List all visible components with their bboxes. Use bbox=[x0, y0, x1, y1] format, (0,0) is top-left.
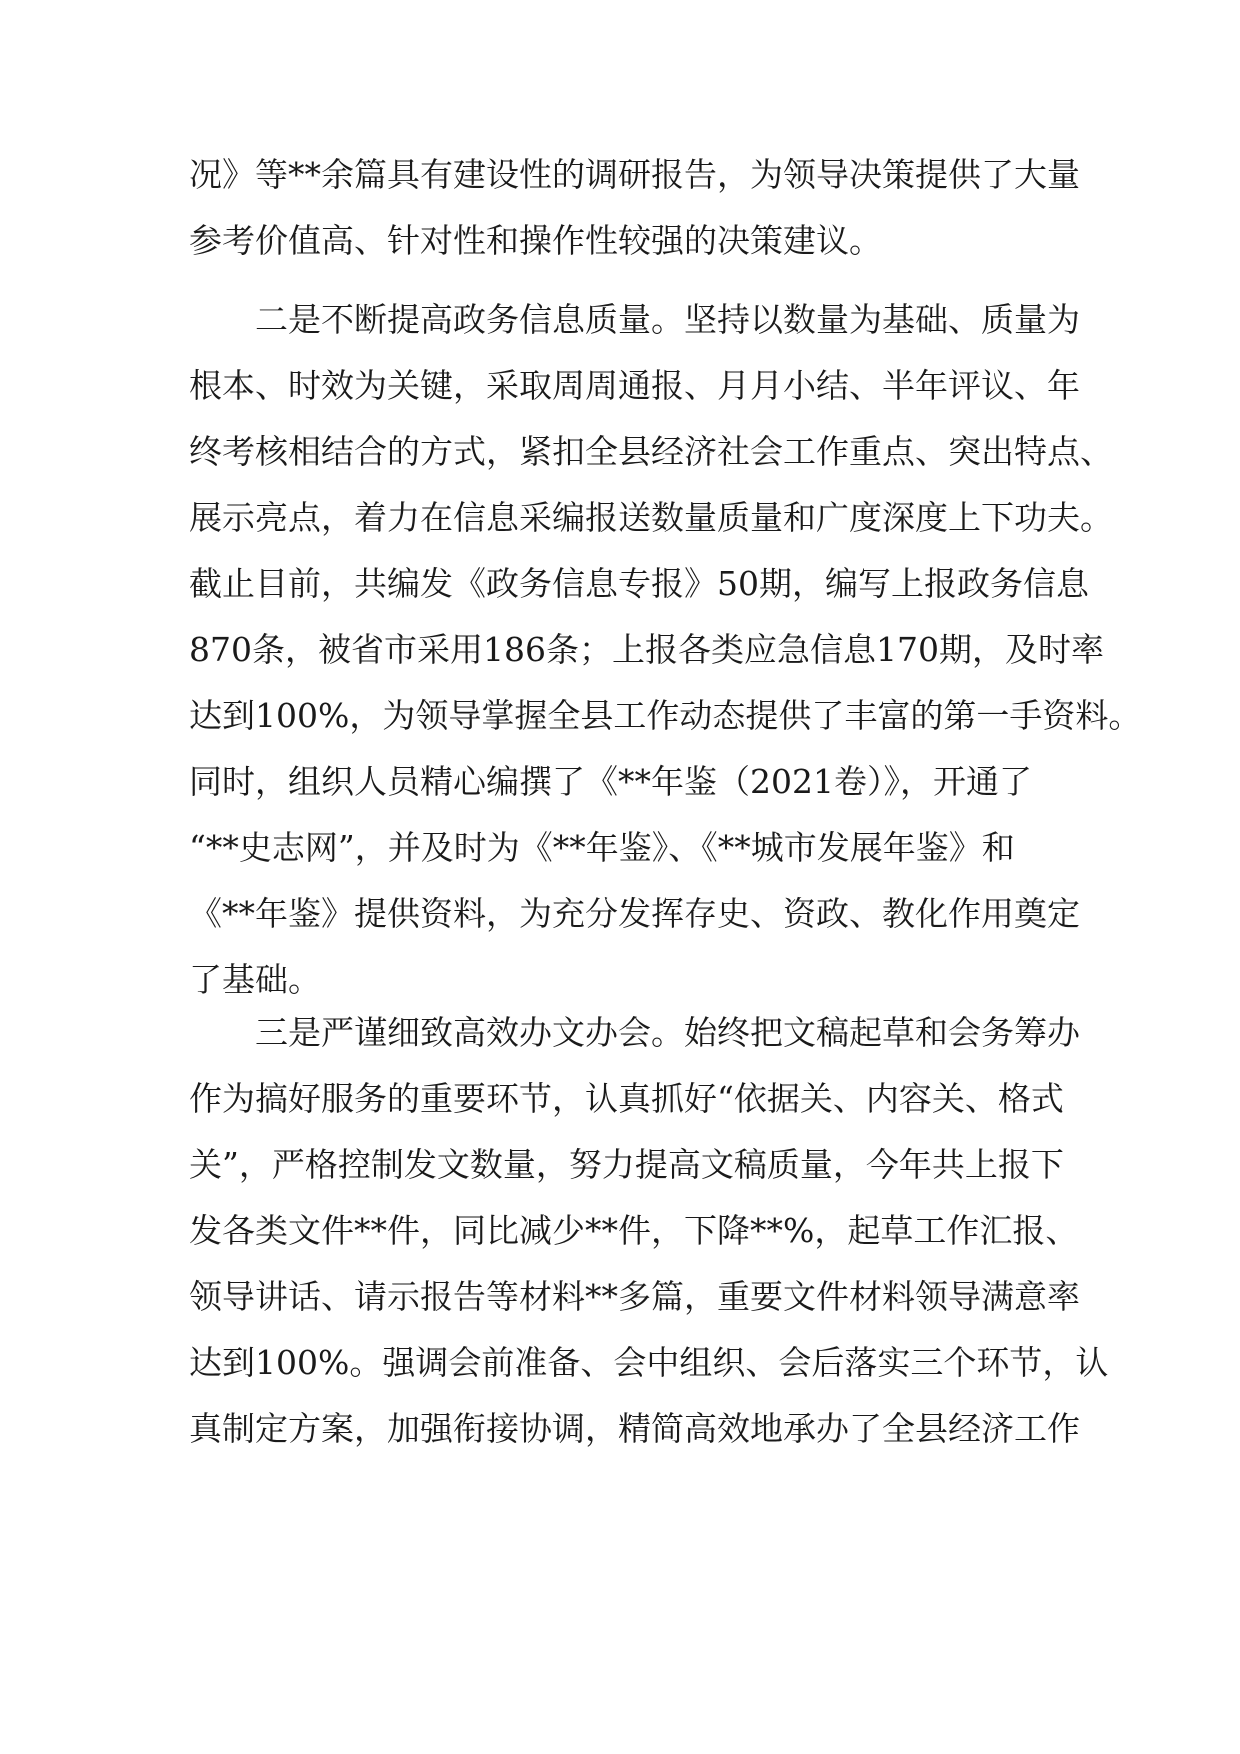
paragraph-2-line: 根本、时效为关键，采取周周通报、月月小结、半年评议、年 bbox=[189, 366, 1080, 405]
paragraph-1-line: 参考价值高、针对性和操作性较强的决策建议。 bbox=[189, 221, 882, 260]
paragraph-2-line: “**史志网”，并及时为《**年鉴》、《**城市发展年鉴》和 bbox=[189, 828, 1015, 867]
paragraph-3-line: 达到100%。强调会前准备、会中组织、会后落实三个环节，认 bbox=[189, 1343, 1109, 1382]
paragraph-2-line: 达到100%，为领导掌握全县工作动态提供了丰富的第一手资料。 bbox=[189, 696, 1142, 735]
paragraph-2-line: 终考核相结合的方式，紧扣全县经济社会工作重点、突出特点、 bbox=[189, 432, 1113, 471]
paragraph-2-line: 截止目前，共编发《政务信息专报》50期，编写上报政务信息 bbox=[189, 564, 1089, 603]
paragraph-3-line: 三是严谨细致高效办文办会。始终把文稿起草和会务筹办 bbox=[255, 1013, 1080, 1052]
paragraph-3-line: 领导讲话、请示报告等材料**多篇，重要文件材料领导满意率 bbox=[189, 1277, 1080, 1316]
paragraph-1-line: 况》等**余篇具有建设性的调研报告，为领导决策提供了大量 bbox=[189, 155, 1080, 194]
paragraph-2-line: 《**年鉴》提供资料，为充分发挥存史、资政、教化作用奠定 bbox=[189, 894, 1080, 933]
paragraph-3-line: 发各类文件**件，同比减少**件，下降**%，起草工作汇报、 bbox=[189, 1211, 1079, 1250]
paragraph-3-line: 真制定方案，加强衔接协调，精简高效地承办了全县经济工作 bbox=[189, 1409, 1080, 1448]
paragraph-3 bbox=[189, 1000, 1109, 1462]
paragraph-2-line: 同时，组织人员精心编撰了《**年鉴（2021卷）》，开通了 bbox=[189, 762, 1032, 801]
paragraph-2 bbox=[189, 287, 1142, 1013]
paragraph-3-line: 关”，严格控制发文数量，努力提高文稿质量，今年共上报下 bbox=[189, 1145, 1064, 1184]
paragraph-2-line: 870条，被省市采用186条；上报各类应急信息170期，及时率 bbox=[189, 630, 1104, 669]
paragraph-2-line: 展示亮点，着力在信息采编报送数量质量和广度深度上下功夫。 bbox=[189, 498, 1113, 537]
paragraph-2-line: 二是不断提高政务信息质量。坚持以数量为基础、质量为 bbox=[255, 300, 1080, 339]
paragraph-3-line: 作为搞好服务的重要环节，认真抓好“依据关、内容关、格式 bbox=[189, 1079, 1064, 1118]
paragraph-2-line: 了基础。 bbox=[189, 960, 321, 999]
paragraph-1 bbox=[189, 142, 1080, 274]
